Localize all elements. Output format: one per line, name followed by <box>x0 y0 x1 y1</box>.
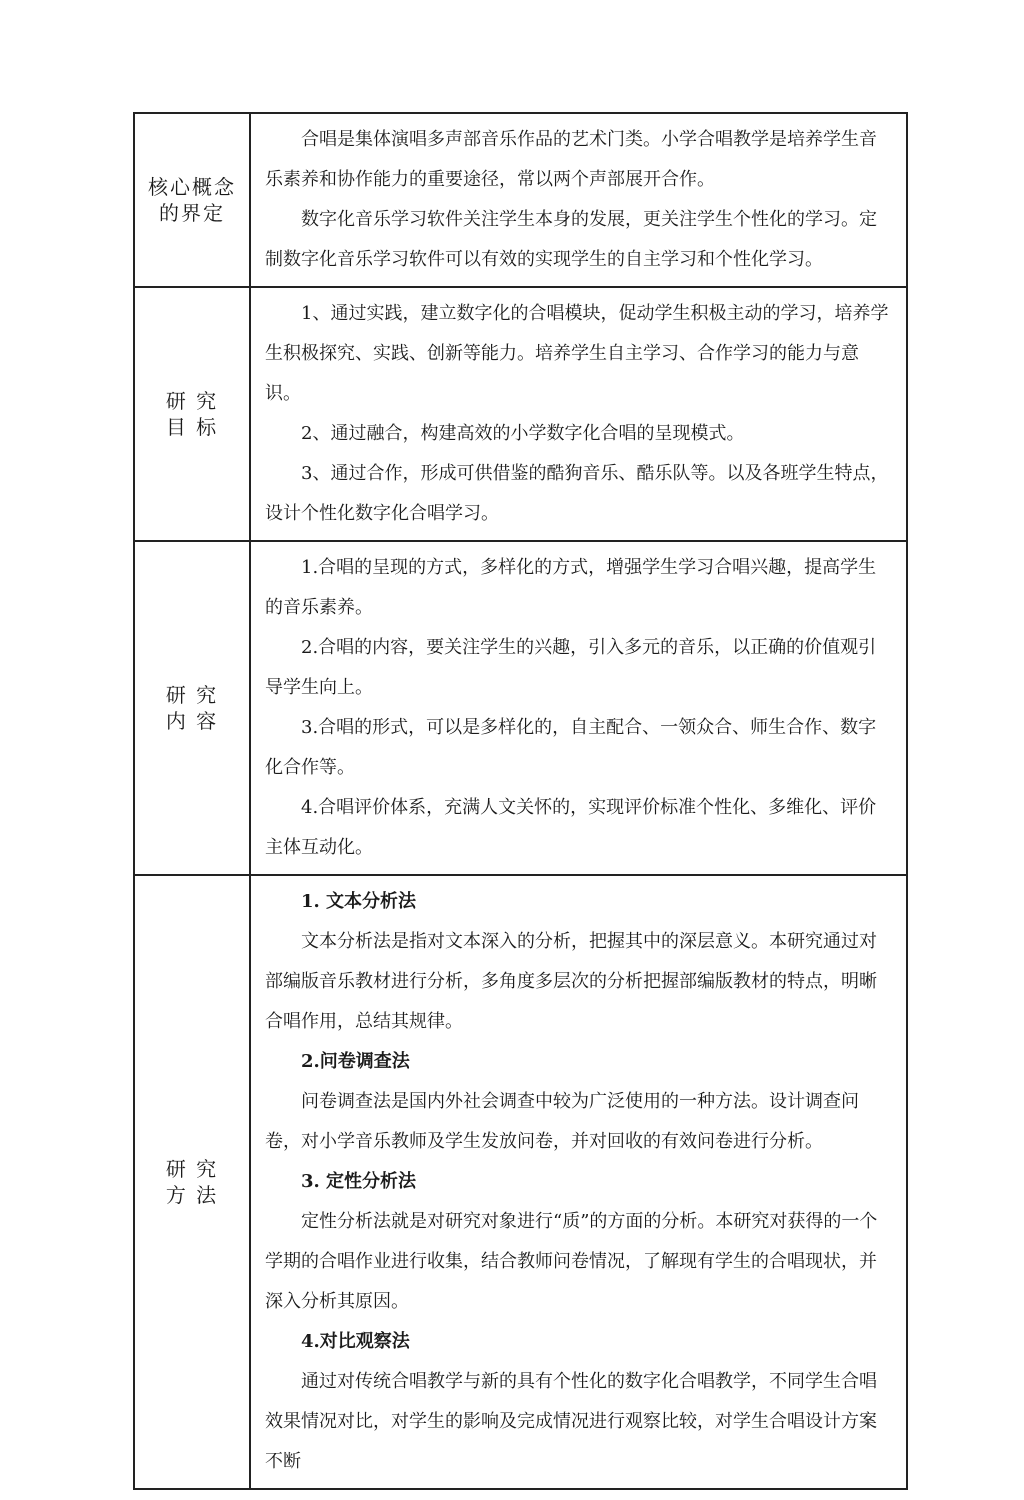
methods-label-cell <box>134 875 250 1489</box>
content-paragraph-4: 4.合唱评价体系，充满人文关怀的，实现评价标准个性化、多维化、评价主体互动化。 <box>265 797 877 858</box>
content-paragraph-1: 1.合唱的呈现的方式，多样化的方式，增强学生学习合唱兴趣，提高学生的音乐素养。 <box>265 557 877 618</box>
methods-row <box>134 875 907 1489</box>
goals-paragraph-2: 2、通过融合，构建高效的小学数字化合唱的呈现模式。 <box>301 423 745 444</box>
goals-row <box>134 287 907 541</box>
method-2-text: 问卷调查法是国内外社会调查中较为广泛使用的一种方法。设计调查问卷，对小学音乐教师及学生发放问卷，并对回收的有效问卷进行分析。 <box>265 1091 859 1152</box>
research-plan-table <box>133 112 908 1490</box>
content-label-line-2: 内 容 <box>165 709 219 733</box>
concept-content-cell <box>250 113 907 287</box>
content-label-cell <box>134 541 250 875</box>
method-1-heading: 1. 文本分析法 <box>301 891 417 912</box>
method-3-heading: 3. 定性分析法 <box>301 1171 417 1192</box>
method-2-heading: 2.问卷调查法 <box>301 1051 410 1072</box>
concept-label-cell <box>134 113 250 287</box>
goals-paragraph-1: 1、通过实践，建立数字化的合唱模块，促动学生积极主动的学习，培养学生积极探究、实践、创新等能力。培养学生自主学习、合作学习的能力与意识。 <box>265 303 889 404</box>
method-4-heading: 4.对比观察法 <box>301 1331 410 1352</box>
concept-paragraph-2: 数字化音乐学习软件关注学生本身的发展，更关注学生个性化的学习。定制数字化音乐学习软件可以有效的实现学生的自主学习和个性化学习。 <box>265 209 877 270</box>
concept-row <box>134 113 907 287</box>
methods-label-line-1: 研 究 <box>165 1157 219 1181</box>
content-label-line-1: 研 究 <box>165 683 219 707</box>
goals-label-line-1: 研 究 <box>165 389 219 413</box>
goals-label-cell <box>134 287 250 541</box>
methods-content-cell <box>250 875 907 1489</box>
concept-label-line-1: 核心概念 <box>148 175 236 199</box>
content-content-cell <box>250 541 907 875</box>
goals-content-cell <box>250 287 907 541</box>
goals-paragraph-3: 3、通过合作，形成可供借鉴的酷狗音乐、酷乐队等。以及各班学生特点，设计个性化数字化合唱学习。 <box>265 463 889 524</box>
method-3-text: 定性分析法就是对研究对象进行“质”的方面的分析。本研究对获得的一个学期的合唱作业进行收集，结合教师问卷情况，了解现有学生的合唱现状，并深入分析其原因。 <box>265 1211 878 1312</box>
content-paragraph-3: 3.合唱的形式，可以是多样化的，自主配合、一领众合、师生合作、数字化合作等。 <box>265 717 877 778</box>
concept-label-line-2: 的界定 <box>159 201 225 225</box>
method-4-text: 通过对传统合唱教学与新的具有个性化的数字化合唱教学，不同学生合唱效果情况对比，对学生的影响及完成情况进行观察比较，对学生合唱设计方案不断 <box>265 1371 877 1472</box>
goals-label-line-2: 目 标 <box>165 415 219 439</box>
methods-label-line-2: 方 法 <box>165 1183 219 1207</box>
content-paragraph-2: 2.合唱的内容，要关注学生的兴趣，引入多元的音乐，以正确的价值观引导学生向上。 <box>265 637 877 698</box>
concept-paragraph-1: 合唱是集体演唱多声部音乐作品的艺术门类。小学合唱教学是培养学生音乐素养和协作能力的重要途径，常以两个声部展开合作。 <box>265 129 877 190</box>
method-1-text: 文本分析法是指对文本深入的分析，把握其中的深层意义。本研究通过对部编版音乐教材进行分析，多角度多层次的分析把握部编版教材的特点，明晰合唱作用，总结其规律。 <box>265 931 877 1032</box>
content-row <box>134 541 907 875</box>
